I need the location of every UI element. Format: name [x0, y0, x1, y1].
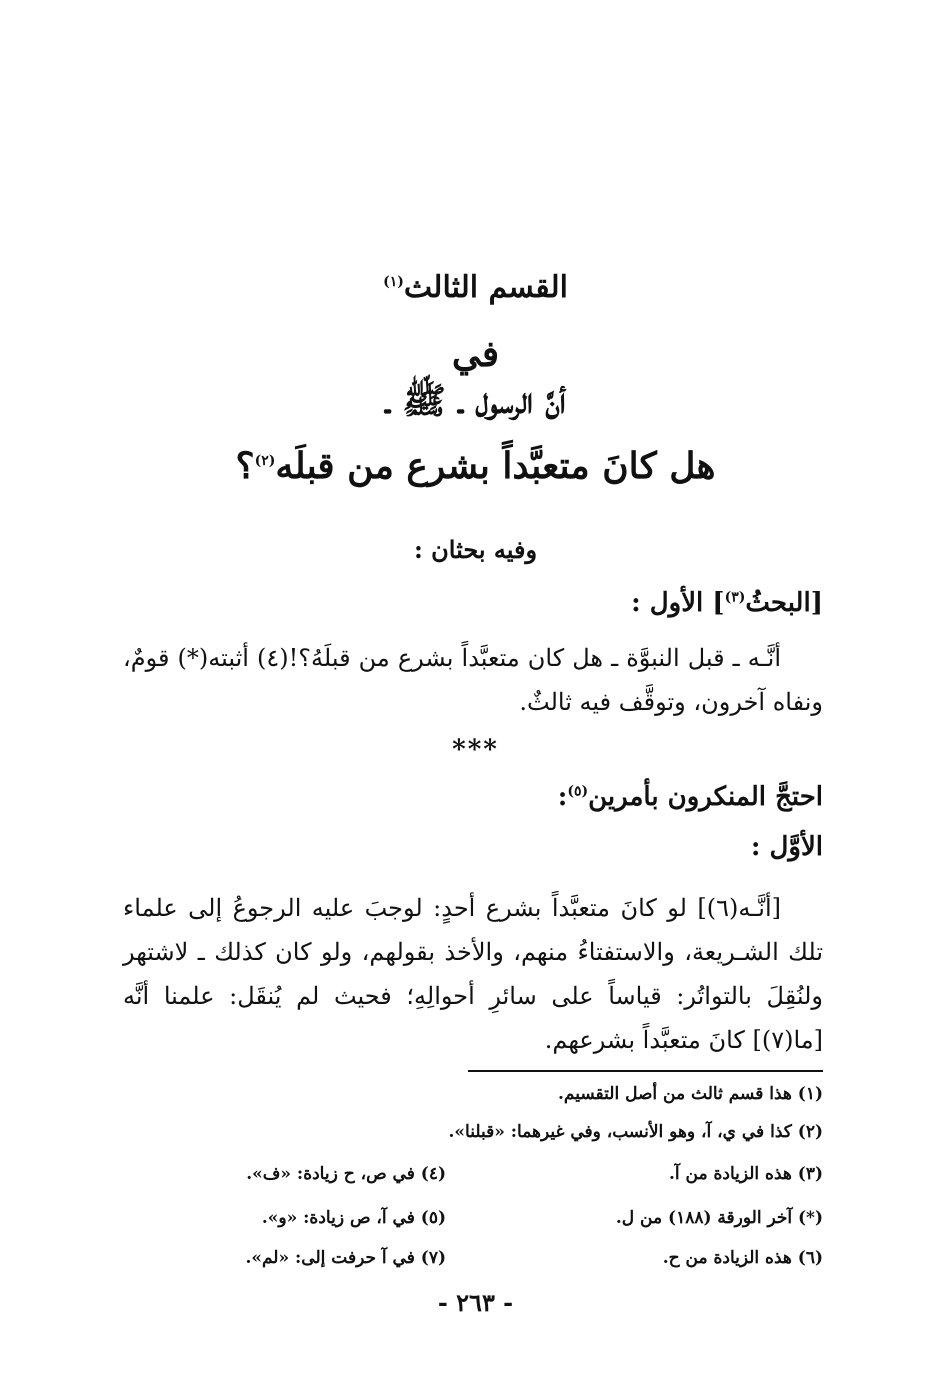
- footnote-ref-5: (٥): [567, 783, 589, 800]
- footnote-7: (٧) في آ حرفت إلى: «لم».: [245, 1248, 446, 1268]
- footnote-ref-1: (١): [383, 274, 404, 290]
- section-1-heading: [631, 588, 823, 618]
- section-1-heading-rest: ] الأول :: [631, 588, 725, 618]
- footnote-ref-3: (٣): [724, 589, 746, 606]
- footnote-divider: [468, 1070, 823, 1072]
- subtitle: وفيه بحثان :: [413, 535, 538, 564]
- chapter-title: [0, 270, 951, 487]
- footnote-ref-2: (٢): [254, 453, 276, 469]
- section-2-heading-text: احتجَّ المنكرون بأمرين: [588, 782, 823, 812]
- section-2-paragraph: [أنَّـه(٦)] لو كانَ متعبَّداً بشرع أحدٍ: لوجبَ عليه الرجوعُ إلى علماء تلك الشـريعة، والاستفتاءُ منهم، والأخذ بقولهم، ولو كان كذلك ـ لاشتهر ولنُقِلَ بالتواتُر: قياساً على سائرِ أحوالِهِ؛ فحيث لم يُنقَل: علمنا أنَّه [ما(٧)] كانَ متعبَّداً بشرعهم.: [123, 894, 823, 1054]
- section-2-heading-end: :: [557, 782, 568, 812]
- section-1-paragraph: أنَّـه ـ قبل النبوَّة ـ هل كان متعبَّداً بشرع من قبلَهُ؟!(٤) أثبته(*) قومٌ، ونفاه آخرون، وتوقَّف فيه ثالثٌ.: [123, 644, 823, 716]
- first-argument-label: الأوَّل :: [750, 832, 823, 862]
- footnote-6: (٦) هذه الزيادة من ح.: [662, 1248, 823, 1268]
- footnote-5: (٥) في آ، ص زيادة: «و».: [261, 1208, 446, 1228]
- title-line-4: [0, 445, 951, 487]
- title-line-2: في: [451, 333, 500, 375]
- section-separator: ***: [452, 735, 499, 765]
- title-line-1: [0, 270, 951, 305]
- footnote-3: (٣) هذه الزيادة من آ.: [668, 1164, 823, 1184]
- section-2-heading: [558, 782, 823, 812]
- title-line-4-text: هل كانَ متعبَّداً بشرع من قبلَه: [275, 445, 716, 487]
- page-number: - ٢٦٣ -: [437, 1288, 514, 1317]
- title-line-4-end: ؟: [235, 445, 255, 487]
- footnote-1: (١) هذا قسم ثالث من أصل التقسيم.: [558, 1084, 823, 1104]
- footnote-star: (*) آخر الورقة (١٨٨) من ل.: [615, 1208, 823, 1228]
- footnote-4: (٤) في ص، ح زيادة: «ف».: [246, 1164, 446, 1184]
- footnote-2: (٢) كذا في ي، آ، وهو الأنسب، وفي غيرهما: «قبلنا».: [448, 1122, 823, 1142]
- section-1-heading-open: [البحثُ: [745, 588, 823, 618]
- title-line-1-text: القسم الثالث: [403, 270, 568, 305]
- title-line-3: أنَّ الرسول ـ ﷺ ـ: [385, 380, 566, 422]
